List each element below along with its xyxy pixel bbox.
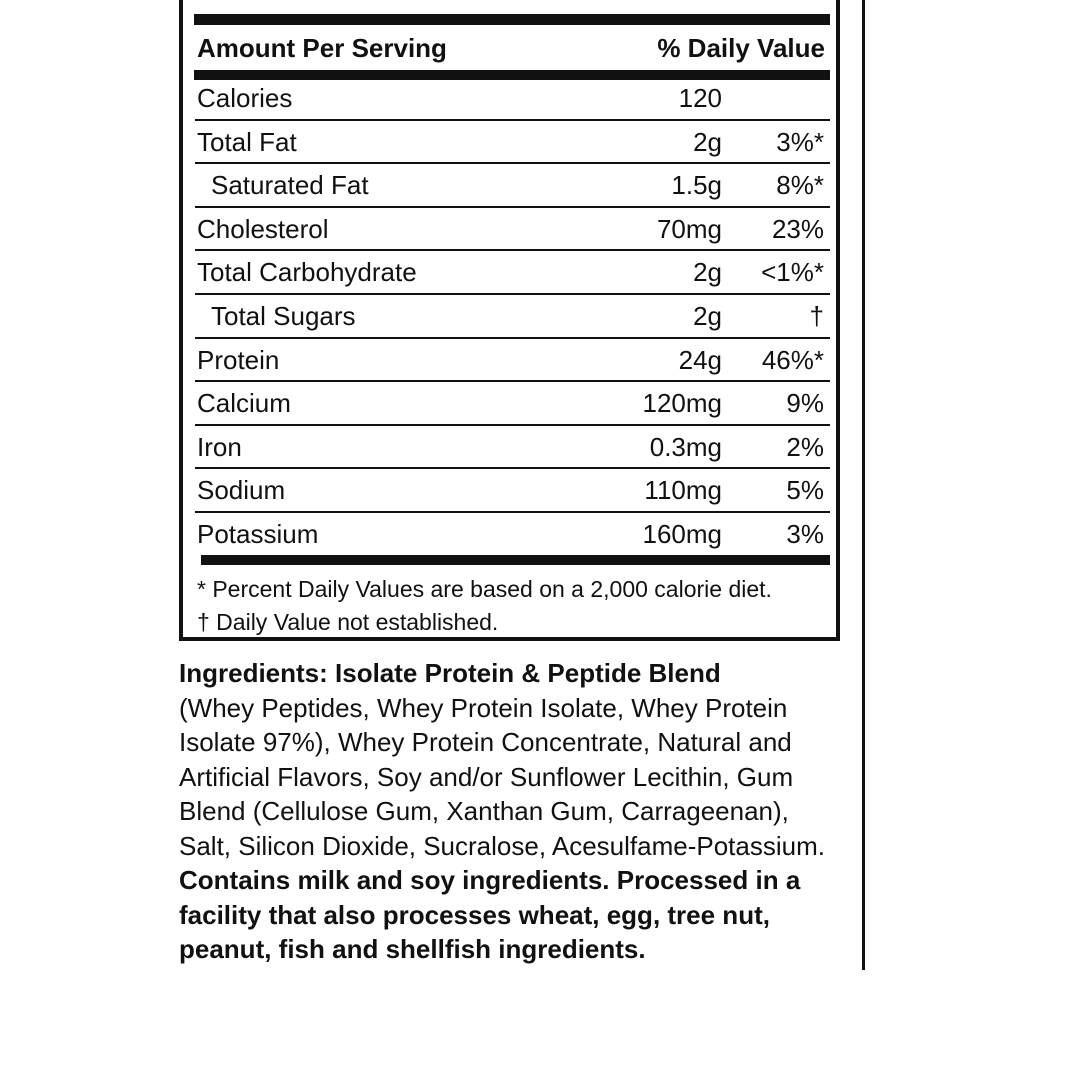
nutrient-amount: 24g	[678, 344, 722, 375]
nutrient-name: Total Fat	[197, 126, 297, 157]
bottom-thick-rule	[201, 555, 830, 565]
nutrient-name: Cholesterol	[197, 213, 329, 244]
daily-value-label: % Daily Value	[657, 33, 825, 63]
nutrient-name: Saturated Fat	[211, 170, 369, 201]
nutrient-amount: 70mg	[656, 213, 722, 244]
ingredients-block	[179, 656, 839, 967]
nutrient-amount: 120mg	[642, 388, 722, 419]
nutrient-name: Protein	[197, 344, 280, 375]
nutrient-name: Iron	[197, 431, 242, 462]
nutrient-name: Sodium	[197, 475, 286, 506]
nutrient-amount: 2g	[693, 257, 722, 288]
nutrient-daily-value: 5%	[786, 475, 824, 506]
nutrient-daily-value: 3%*	[776, 126, 824, 157]
footnote-not-established: † Daily Value not established.	[197, 609, 499, 635]
nutrient-row	[195, 469, 830, 513]
nutrient-daily-value: †	[809, 300, 824, 331]
nutrient-row	[195, 382, 830, 426]
amount-per-serving-label: Amount Per Serving	[197, 33, 447, 63]
ingredients-heading: Ingredients: Isolate Protein & Peptide Blend	[179, 658, 721, 688]
nutrient-row	[195, 426, 830, 470]
nutrient-daily-value: 8%*	[776, 170, 824, 201]
nutrient-daily-value: 23%	[771, 213, 824, 244]
ingredients-list: (Whey Peptides, Whey Protein Isolate, Whey Protein Isolate 97%), Whey Protein Concentrate, Natural and Artificial Flavors, Soy and/or Sunflower Lecithin, Gum Blend (Cellulose Gum, Xanthan Gum, Carrageenan), Salt, Silicon Dioxide, Sucralose, Acesulfame-Potassium.	[179, 692, 825, 861]
nutrient-daily-value: 46%*	[761, 344, 824, 375]
nutrient-row	[195, 339, 830, 383]
nutrient-name: Total Sugars	[211, 300, 356, 331]
nutrient-row	[195, 77, 830, 121]
nutrient-daily-value: 9%	[786, 388, 824, 419]
nutrition-header-row	[197, 28, 825, 68]
nutrient-amount: 120	[678, 83, 722, 113]
nutrient-rows	[195, 77, 830, 557]
allergen-statement: Contains milk and soy ingredients. Processed in a facility that also processes wheat, egg, tree nut, peanut, fish and shellfish ingredients.	[179, 865, 801, 964]
top-thick-rule	[194, 14, 830, 25]
nutrient-amount: 2g	[693, 300, 722, 331]
nutrient-row	[195, 208, 830, 252]
nutrient-row	[195, 251, 830, 295]
nutrient-amount: 160mg	[642, 518, 722, 549]
nutrition-facts-panel	[179, 0, 840, 641]
nutrient-row	[195, 164, 830, 208]
nutrient-name: Total Carbohydrate	[197, 257, 417, 288]
nutrient-row	[195, 295, 830, 339]
nutrient-name: Calories	[197, 83, 293, 113]
footnote-daily-values: * Percent Daily Values are based on a 2,000 calorie diet.	[197, 576, 772, 602]
nutrient-amount: 0.3mg	[649, 431, 722, 462]
nutrient-row	[195, 513, 830, 557]
nutrient-daily-value: 3%	[786, 518, 824, 549]
nutrient-amount: 110mg	[644, 475, 722, 506]
nutrient-amount: 2g	[693, 126, 722, 157]
nutrient-name: Calcium	[197, 388, 291, 419]
right-border-rule	[862, 0, 865, 970]
nutrient-daily-value: <1%*	[761, 257, 824, 288]
nutrient-amount: 1.5g	[671, 170, 722, 201]
nutrient-name: Potassium	[197, 518, 319, 549]
nutrient-daily-value: 2%	[786, 431, 824, 462]
nutrient-row	[195, 121, 830, 165]
